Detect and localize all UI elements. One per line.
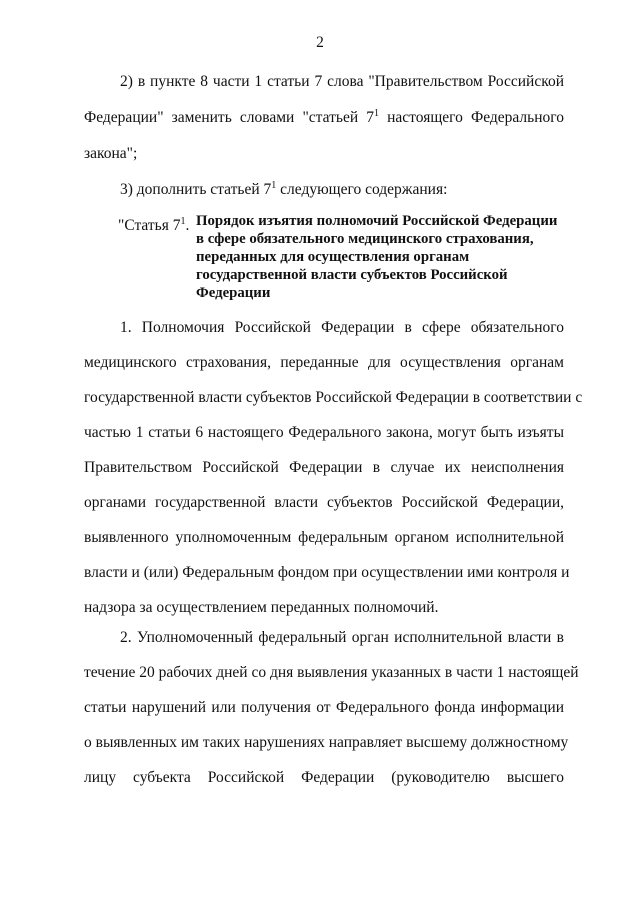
paragraph-text: Федерации" заменить словами "статьей 7 [84,109,374,126]
paragraph-line: о выявленных им таких нарушениях направляет высшему должностному [84,734,569,751]
paragraph-line [84,180,564,200]
paragraph-line: власти и (или) Федеральным фондом при осуществлении ими контроля и [84,564,570,581]
article-title-line: переданных для осуществления органам [196,249,470,265]
paragraph-text: 3) дополнить статьей 7 [120,181,272,198]
paragraph-line: государственной власти субъектов Российской Федерации в соответствии с [84,389,583,406]
superscript: 1 [180,215,186,227]
paragraph-line: закона"; [84,145,138,162]
article-lead [118,216,189,236]
paragraph-line: частью 1 статьи 6 настоящего Федерального закона, могут быть изъяты [84,424,564,441]
paragraph-text: настоящего Федерального [379,109,564,126]
article-lead-text: . [185,217,190,234]
page-number: 2 [316,34,324,51]
paragraph-line [84,108,564,128]
article-title-line: Федерации [196,285,271,301]
paragraph-line: 2) в пункте 8 части 1 статьи 7 слова "Правительством Российской [120,73,564,90]
article-title-line: государственной власти субъектов Российской [196,267,508,283]
paragraph-line: Правительством Российской Федерации в случае их неисполнения [84,459,564,476]
paragraph-line: статьи нарушений или получения от Федерального фонда информации [84,699,564,716]
paragraph-line: 2. Уполномоченный федеральный орган исполнительной власти в [120,629,564,646]
paragraph-text: следующего содержания: [276,181,448,198]
article-title-line: в сфере обязательного медицинского страхования, [196,231,534,247]
paragraph-line: выявленного уполномоченным федеральным органом исполнительной [84,529,564,546]
superscript: 1 [374,107,379,119]
article-lead-text: "Статья 7 [118,217,181,234]
paragraph-line: 1. Полномочия Российской Федерации в сфере обязательного [120,319,564,336]
superscript: 1 [271,179,277,191]
article-title [196,212,576,302]
article-title-line: Порядок изъятия полномочий Российской Федерации [196,213,558,229]
paragraph-line: лицу субъекта Российской Федерации (руководителю высшего [84,769,564,786]
paragraph-line: надзора за осуществлением переданных полномочий. [84,599,439,616]
paragraph-line: медицинского страхования, переданные для осуществления органам [84,354,564,371]
paragraph-line: течение 20 рабочих дней со дня выявления указанных в части 1 настоящей [84,664,579,681]
paragraph-line: органами государственной власти субъектов Российской Федерации, [84,494,564,511]
